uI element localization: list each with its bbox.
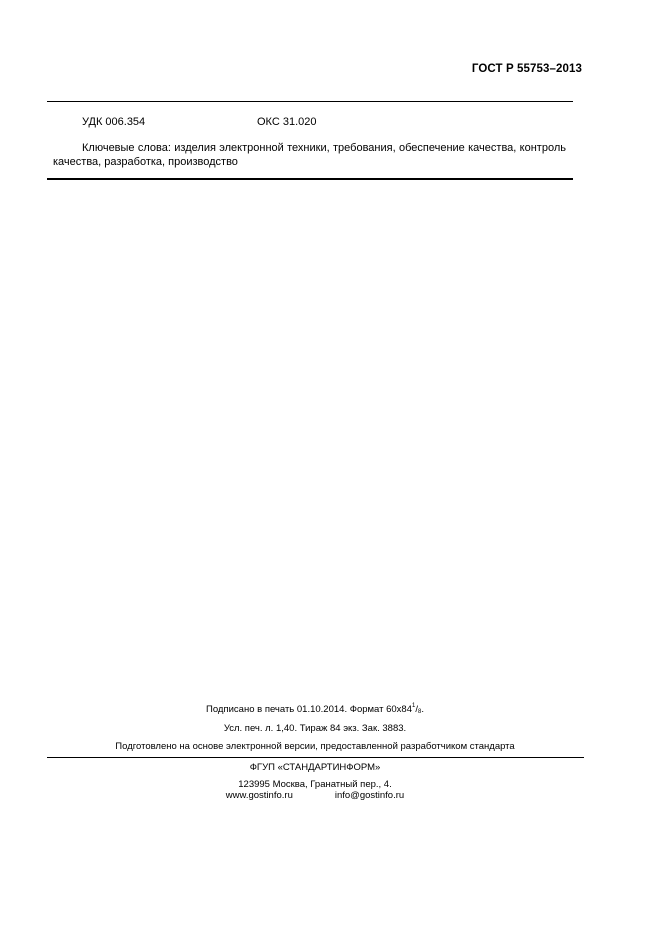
udk-code: УДК 006.354 <box>82 116 146 128</box>
publisher-address: 123995 Москва, Гранатный пер., 4. <box>238 779 392 790</box>
website-link[interactable]: www.gostinfo.ru <box>225 790 293 801</box>
publisher-contacts <box>0 790 630 801</box>
top-divider <box>47 101 573 102</box>
signed-text: Подписано в печать 01.10.2014. Формат 60x84 <box>206 704 412 715</box>
email-link[interactable]: info@gostinfo.ru <box>334 790 405 801</box>
imprint-divider <box>47 757 584 758</box>
oks-code: ОКС 31.020 <box>257 116 317 128</box>
signed-suffix: . <box>421 704 424 715</box>
format-denominator: 8 <box>417 709 422 715</box>
keywords-paragraph: Ключевые слова: изделия электронной техники, требования, обеспечение качества, контроль качества, разработка, производство <box>53 142 566 168</box>
document-code: ГОСТ Р 55753–2013 <box>471 63 582 75</box>
format-numerator: 1 <box>412 703 416 709</box>
format-slash: / <box>415 704 418 715</box>
print-info-line: Усл. печ. л. 1,40. Тираж 84 экз. Зак. 3883. <box>223 723 407 734</box>
bottom-divider <box>47 178 573 180</box>
publisher-name: ФГУП «СТАНДАРТИНФОРМ» <box>249 762 381 773</box>
prepared-note: Подготовлено на основе электронной версии, предоставленной разработчиком стандарта <box>115 741 515 752</box>
signed-for-print-line <box>0 703 630 715</box>
